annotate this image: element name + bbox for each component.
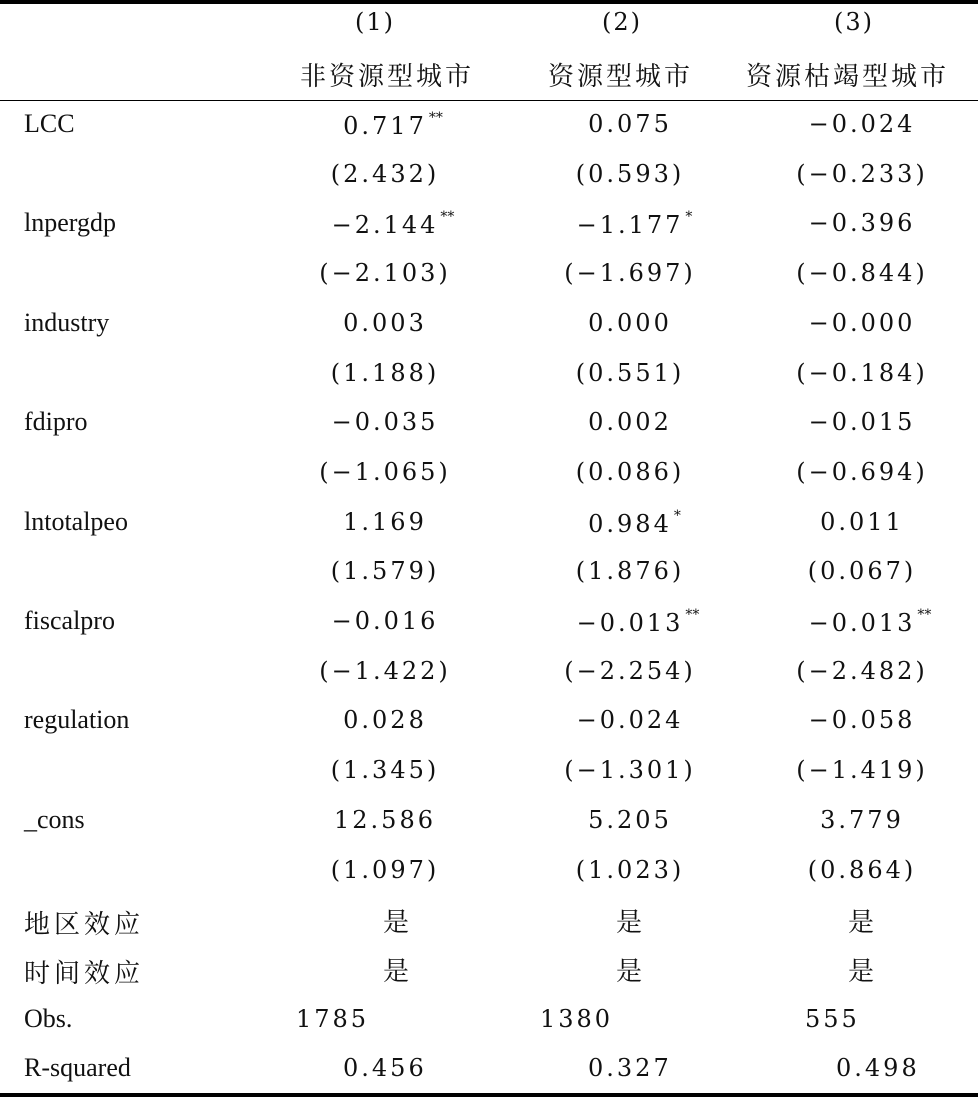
table-row-coef — [0, 598, 978, 647]
cell-col3 — [820, 806, 904, 834]
table-row-tstat — [0, 350, 978, 399]
cell-col1: 1785 — [296, 1005, 370, 1033]
cell-col3 — [809, 309, 916, 337]
cell-col1 — [343, 110, 443, 140]
cell-col3: 555 — [805, 1005, 860, 1033]
row-label: Obs. — [24, 1004, 73, 1033]
cell-col1 — [319, 458, 451, 486]
cell-col2: 是 — [616, 908, 643, 938]
cell-col1: 是 — [383, 908, 410, 938]
col-header-2: 资源型城市 — [548, 62, 694, 92]
cell-value: (0.593) — [575, 159, 685, 188]
cell-value: (−2.482) — [796, 656, 928, 685]
cell-col1 — [334, 806, 436, 834]
cell-col3 — [796, 458, 928, 486]
table-row-tstat — [0, 250, 978, 299]
cell-col2 — [577, 209, 693, 239]
table-row-coef — [0, 499, 978, 548]
row-label: fdipro — [24, 407, 88, 437]
row-label: lntotalpeo — [24, 506, 128, 536]
significance-stars: * — [685, 209, 693, 226]
cell-col2 — [588, 309, 672, 337]
table-bottom-rule — [0, 1093, 978, 1097]
table-row-region-effect — [0, 896, 978, 945]
cell-value: −0.013 — [576, 609, 684, 637]
row-label: lnpergdp — [24, 208, 116, 238]
cell-value: 5.205 — [588, 805, 672, 834]
cell-col2 — [576, 856, 684, 884]
cell-value: −0.058 — [808, 706, 916, 735]
cell-col1 — [332, 408, 439, 436]
table-row-time-effect — [0, 945, 978, 994]
table-row-coef — [0, 797, 978, 846]
table-row-coef — [0, 300, 978, 349]
cell-col2 — [576, 557, 684, 585]
cell-value: (0.864) — [807, 855, 917, 884]
cell-col2 — [564, 756, 696, 784]
cell-col3 — [796, 160, 928, 188]
cell-col1 — [331, 856, 439, 884]
table-row-rsquared — [0, 1045, 978, 1094]
cell-value: −0.000 — [808, 308, 916, 337]
cell-col3 — [808, 856, 916, 884]
cell-col2 — [588, 110, 672, 138]
cell-value: (−0.694) — [796, 457, 928, 486]
cell-value: (1.876) — [575, 557, 685, 586]
cell-value: (−1.065) — [319, 457, 451, 486]
significance-stars: ** — [428, 110, 443, 126]
cell-col2 — [577, 706, 684, 734]
col-number-1: (1) — [355, 8, 395, 36]
cell-col3 — [820, 508, 904, 536]
cell-value: −0.035 — [331, 408, 439, 437]
cell-value: −0.013 — [808, 609, 916, 637]
col-header-1: 非资源型城市 — [300, 62, 475, 92]
cell-value: (−2.103) — [319, 259, 451, 288]
cell-value: 0.003 — [343, 308, 427, 337]
cell-col1 — [331, 756, 439, 784]
cell-col2: 0.327 — [588, 1054, 672, 1082]
cell-value: (1.188) — [330, 358, 440, 387]
table-row-coef — [0, 399, 978, 448]
cell-value: (0.067) — [807, 557, 917, 586]
cell-col3 — [796, 657, 928, 685]
cell-col3: 是 — [848, 957, 875, 987]
cell-col2 — [577, 607, 700, 637]
cell-value: −2.144 — [331, 211, 439, 240]
cell-value: 0.002 — [588, 408, 672, 437]
cell-col2 — [564, 657, 696, 685]
cell-col1: 是 — [383, 957, 410, 987]
cell-col2 — [576, 160, 684, 188]
cell-value: −0.024 — [576, 706, 684, 735]
table-row-coef — [0, 697, 978, 746]
cell-col2: 1380 — [540, 1005, 614, 1033]
cell-col1 — [343, 508, 427, 536]
cell-value: 3.779 — [820, 805, 904, 834]
cell-value: (−2.254) — [564, 656, 696, 685]
cell-value: (−0.844) — [796, 259, 928, 288]
cell-col2: 是 — [616, 957, 643, 987]
cell-col2 — [576, 458, 684, 486]
cell-col2 — [588, 408, 672, 436]
cell-value: −0.024 — [808, 110, 916, 138]
cell-col3: 0.498 — [836, 1054, 920, 1082]
cell-col1 — [343, 309, 427, 337]
cell-value: −0.396 — [808, 209, 916, 238]
cell-value: (−1.419) — [796, 756, 928, 785]
cell-col2 — [564, 259, 696, 287]
row-label: R-squared — [24, 1053, 131, 1082]
cell-value: (1.023) — [575, 855, 685, 884]
cell-col1 — [331, 359, 439, 387]
cell-col1 — [332, 209, 455, 239]
cell-value: 1.169 — [343, 507, 427, 536]
cell-col3 — [809, 706, 916, 734]
cell-col3: 是 — [848, 908, 875, 938]
cell-col1 — [332, 607, 439, 635]
cell-value: (1.345) — [330, 756, 440, 785]
table-row-coef — [0, 101, 978, 150]
cell-value: 0.717 — [343, 112, 427, 140]
table-row-tstat — [0, 747, 978, 796]
cell-value: (−0.184) — [796, 358, 928, 387]
cell-col3 — [796, 259, 928, 287]
cell-value: −0.015 — [808, 408, 916, 437]
cell-value: (0.086) — [575, 457, 685, 486]
row-label: 地区效应 — [24, 910, 145, 940]
col-header-3: 资源枯竭型城市 — [746, 62, 950, 92]
table-row-tstat — [0, 648, 978, 697]
cell-value: (−1.422) — [319, 656, 451, 685]
cell-col3 — [809, 607, 932, 637]
table-row-tstat — [0, 151, 978, 200]
cell-value: (2.432) — [330, 159, 440, 188]
row-label: industry — [24, 307, 110, 337]
significance-stars: ** — [440, 209, 455, 226]
cell-col1 — [331, 557, 439, 585]
cell-value: 0.028 — [343, 706, 427, 735]
cell-value: 0.000 — [588, 308, 672, 337]
col-number-3: (3) — [834, 8, 874, 36]
cell-value: 0.011 — [820, 507, 904, 536]
cell-value: 12.586 — [334, 805, 436, 834]
table-row-tstat — [0, 548, 978, 597]
cell-col2 — [576, 359, 684, 387]
cell-value: 0.984 — [588, 509, 672, 538]
cell-col3 — [796, 756, 928, 784]
row-label: fiscalpro — [24, 606, 115, 635]
row-label: _cons — [24, 804, 85, 834]
row-label: regulation — [24, 705, 130, 735]
cell-col3 — [796, 359, 928, 387]
cell-value: (−1.697) — [564, 259, 696, 288]
cell-value: (0.551) — [575, 358, 685, 387]
row-label: LCC — [24, 109, 75, 138]
cell-col1: 0.456 — [343, 1054, 427, 1082]
table-top-rule — [0, 0, 978, 4]
cell-value: 0.075 — [588, 110, 672, 138]
cell-col2 — [588, 508, 681, 538]
cell-col3 — [808, 557, 916, 585]
col-number-2: (2) — [602, 8, 642, 36]
cell-col1 — [319, 259, 451, 287]
cell-col3 — [809, 209, 916, 237]
row-label: 时间效应 — [24, 959, 145, 989]
cell-col3 — [809, 408, 916, 436]
cell-value: (1.097) — [330, 855, 440, 884]
cell-value: −0.016 — [331, 607, 439, 635]
cell-col3 — [809, 110, 916, 138]
cell-value: (1.579) — [330, 557, 440, 586]
significance-stars: * — [673, 507, 681, 524]
cell-col1 — [343, 706, 427, 734]
table-row-tstat — [0, 449, 978, 498]
cell-col2 — [588, 806, 672, 834]
table-row-obs — [0, 996, 978, 1045]
significance-stars: ** — [685, 607, 700, 623]
table-row-coef — [0, 200, 978, 249]
cell-value: (−0.233) — [796, 159, 928, 188]
significance-stars: ** — [917, 607, 932, 623]
cell-value: −1.177 — [576, 211, 684, 240]
table-row-tstat — [0, 847, 978, 896]
cell-value: (−1.301) — [564, 756, 696, 785]
cell-col1 — [331, 160, 439, 188]
cell-col1 — [319, 657, 451, 685]
